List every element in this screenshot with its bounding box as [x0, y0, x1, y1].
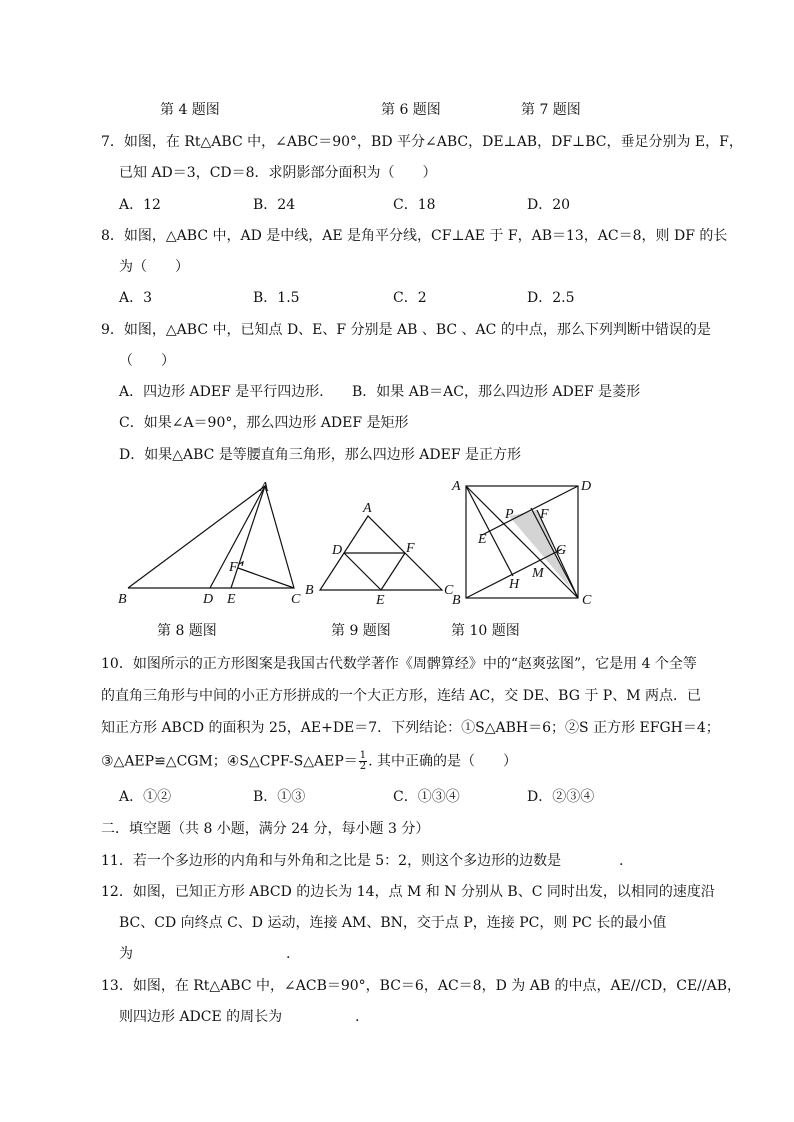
fig10-label-b: B	[452, 593, 461, 608]
q10-fraction	[359, 751, 367, 772]
q7-option-a: A．12	[119, 197, 161, 213]
fig10-label-e: E	[478, 532, 487, 547]
fig8-label-d: D	[203, 592, 214, 607]
fig9-label-d: D	[332, 543, 343, 558]
fig10-label-g: G	[556, 543, 567, 558]
q11-text: 11．若一个多边形的内角和与外角和之比是 5：2，则这个多边形的边数是	[101, 853, 562, 869]
q8-line2: 为（ ）	[119, 259, 189, 275]
caption-fig8: 第 8 题图	[157, 623, 217, 639]
fig9-label-b: B	[305, 583, 314, 598]
q10-option-b: B．①③	[253, 789, 306, 805]
q12-line1: 12．如图，已知正方形 ABCD 的边长为 14，点 M 和 N 分别从 B、C 同时出发，以相同的速度沿	[101, 884, 715, 900]
q9-option-d: D．如果△ABC 是等腰直角三角形，那么四边形 ADEF 是正方形	[119, 447, 521, 463]
q13-line2: 则四边形 ADCE 的周长为	[119, 1009, 283, 1025]
q10-line4	[101, 751, 517, 772]
caption-fig4: 第 4 题图	[160, 102, 220, 118]
q10-line4-end: . 其中正确的是（ ）	[368, 753, 518, 770]
fig10-label-m: M	[532, 566, 544, 581]
q10-line3: 知正方形 ABCD 的面积为 25，AE+DE＝7．下列结论：①S△ABH＝6；②S 正方形 EFGH＝4；	[101, 720, 720, 736]
q10-option-a: A．①②	[119, 789, 172, 805]
q8-option-b: B．1.5	[253, 290, 300, 306]
q10-line4-start: ③△AEP≌△CGM；④S△CPF-S△AEP＝	[101, 753, 358, 770]
fig8-label-b: B	[118, 592, 127, 607]
caption-fig6: 第 6 题图	[381, 102, 441, 118]
figure-8-lines	[128, 486, 294, 588]
fig10-label-f: F	[540, 507, 549, 522]
fig8-label-e: E	[227, 592, 236, 607]
q7-option-b: B．24	[253, 197, 296, 213]
q10-option-d: D．②③④	[527, 789, 595, 805]
fig10-label-h: H	[509, 577, 520, 592]
q13-period: .	[355, 1009, 360, 1025]
q8-option-d: D．2.5	[527, 290, 575, 306]
q9-line1: 9．如图，△ABC 中，已知点 D、E、F 分别是 AB 、BC 、AC 的中点，那么下列判断中错误的是	[101, 322, 711, 338]
q9-option-a: A．四边形 ADEF 是平行四边形．	[119, 384, 334, 400]
q8-option-c: C．2	[393, 290, 427, 306]
caption-fig10: 第 10 题图	[451, 623, 520, 639]
q7-line1: 7．如图，在 Rt△ABC 中，∠ABC＝90°，BD 平分∠ABC，DE⊥AB，DF⊥BC，垂足分别为 E，F，	[101, 134, 743, 150]
q8-line1: 8．如图，△ABC 中，AD 是中线，AE 是角平分线，CF⊥AE 于 F，AB＝13，AC＝8，则 DF 的长	[101, 228, 728, 244]
q13-line1: 13．如图，在 Rt△ABC 中，∠ACB＝90°，BC＝6，AC＝8，D 为 AB 的中点，AE//CD，CE//AB，	[101, 978, 742, 994]
q11-period: .	[619, 853, 624, 869]
q10-fraction-numerator: 1	[359, 750, 367, 761]
fig9-label-a: A	[363, 501, 372, 516]
figure-9	[300, 496, 462, 610]
q8-option-a: A．3	[119, 290, 153, 306]
q12-line3: 为	[119, 946, 133, 962]
fig10-label-p: P	[505, 507, 514, 522]
fig8-label-c: C	[291, 592, 301, 607]
figure-8	[112, 472, 312, 612]
caption-fig7: 第 7 题图	[521, 102, 581, 118]
fig8-label-a: A	[260, 480, 269, 495]
q12-period: .	[286, 946, 291, 962]
caption-fig9: 第 9 题图	[331, 623, 391, 639]
q7-option-c: C．18	[393, 197, 436, 213]
q10-option-c: C．①③④	[393, 789, 460, 805]
q9-option-b: B．如果 AB＝AC，那么四边形 ADEF 是菱形	[352, 384, 641, 400]
fig10-label-d: D	[581, 479, 592, 494]
q7-option-d: D．20	[527, 197, 571, 213]
q9-option-c: C．如果∠A＝90°，那么四边形 ADEF 是矩形	[119, 415, 409, 431]
fig8-label-f: F	[229, 560, 238, 575]
figure-10	[448, 474, 602, 610]
fig9-label-e: E	[376, 593, 385, 608]
section-fill-in-heading: 二．填空题（共 8 小题，满分 24 分，每小题 3 分）	[101, 821, 430, 837]
q10-line2: 的直角三角形与中间的小正方形拼成的一个大正方形，连结 AC，交 DE、BG 于 P、M 两点．已	[101, 688, 702, 704]
q10-line1: 10．如图所示的正方形图案是我国古代数学著作《周髀算经》中的“赵爽弦图”，它是用 4 个全等	[101, 656, 697, 672]
q10-fraction-denominator: 2	[359, 761, 367, 772]
fig10-label-a: A	[452, 479, 461, 494]
q12-line2: BC、CD 向终点 C、D 运动，连接 AM、BN，交于点 P，连接 PC，则 PC 长的最小值	[119, 915, 667, 931]
q9-line2: （ ）	[119, 353, 175, 369]
fig9-label-c: C	[444, 583, 454, 598]
fig10-label-c: C	[582, 593, 592, 608]
q7-line2: 已知 AD＝3，CD＝8．求阴影部分面积为（ ）	[119, 165, 437, 181]
fig9-label-f: F	[406, 541, 415, 556]
